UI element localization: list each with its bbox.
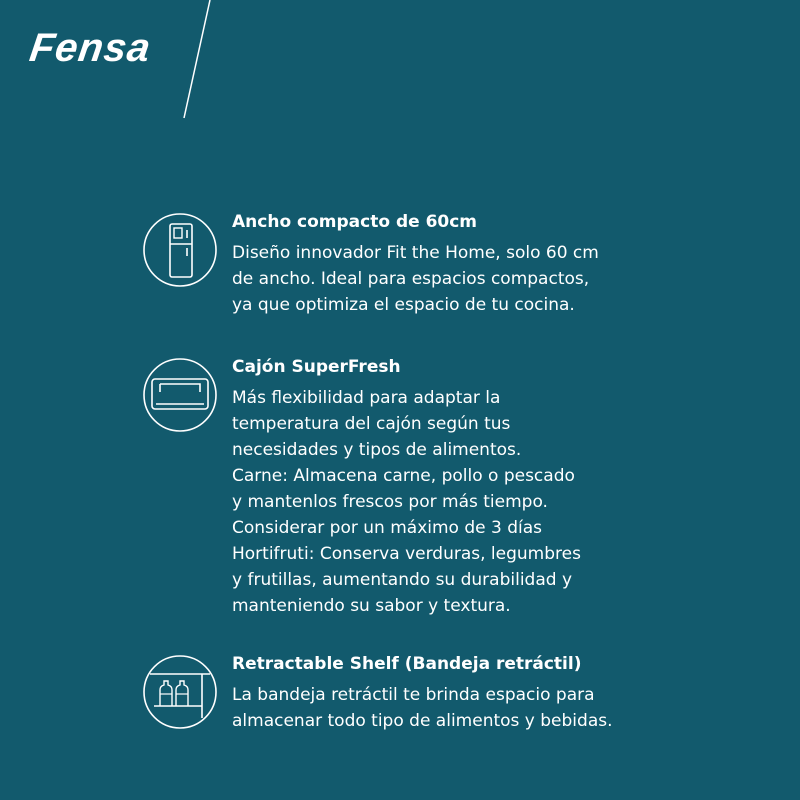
shelf-bottles-icon — [140, 652, 220, 732]
feature-compact-width — [140, 210, 652, 318]
fensa-logo: Fensa — [26, 26, 154, 70]
feature-title: Retractable Shelf (Bandeja retráctil) — [232, 654, 582, 674]
feature-title: Cajón SuperFresh — [232, 357, 401, 377]
feature-title: Ancho compacto de 60cm — [232, 212, 478, 232]
feature-superfresh-drawer — [140, 355, 652, 619]
feature-description: Más flexibilidad para adaptar la temperatura del cajón según tus necesidades y tipos de alimentos. Carne: Almacena carne, pollo o pescado y mantenlos frescos por más tiempo. Considerar por un máximo de 3 días Hortifruti: Conserva verduras, legumbres y frutillas, aumentando su durabilidad y manteniendo su sabor y textura. — [232, 388, 581, 616]
drawer-icon — [140, 355, 220, 435]
feature-description: La bandeja retráctil te brinda espacio para almacenar todo tipo de alimentos y bebidas. — [232, 685, 613, 731]
refrigerator-icon — [140, 210, 220, 290]
feature-retractable-shelf — [140, 652, 652, 734]
decorative-slash — [178, 0, 218, 125]
feature-description: Diseño innovador Fit the Home, solo 60 cm de ancho. Ideal para espacios compactos, ya que optimiza el espacio de tu cocina. — [232, 243, 599, 315]
